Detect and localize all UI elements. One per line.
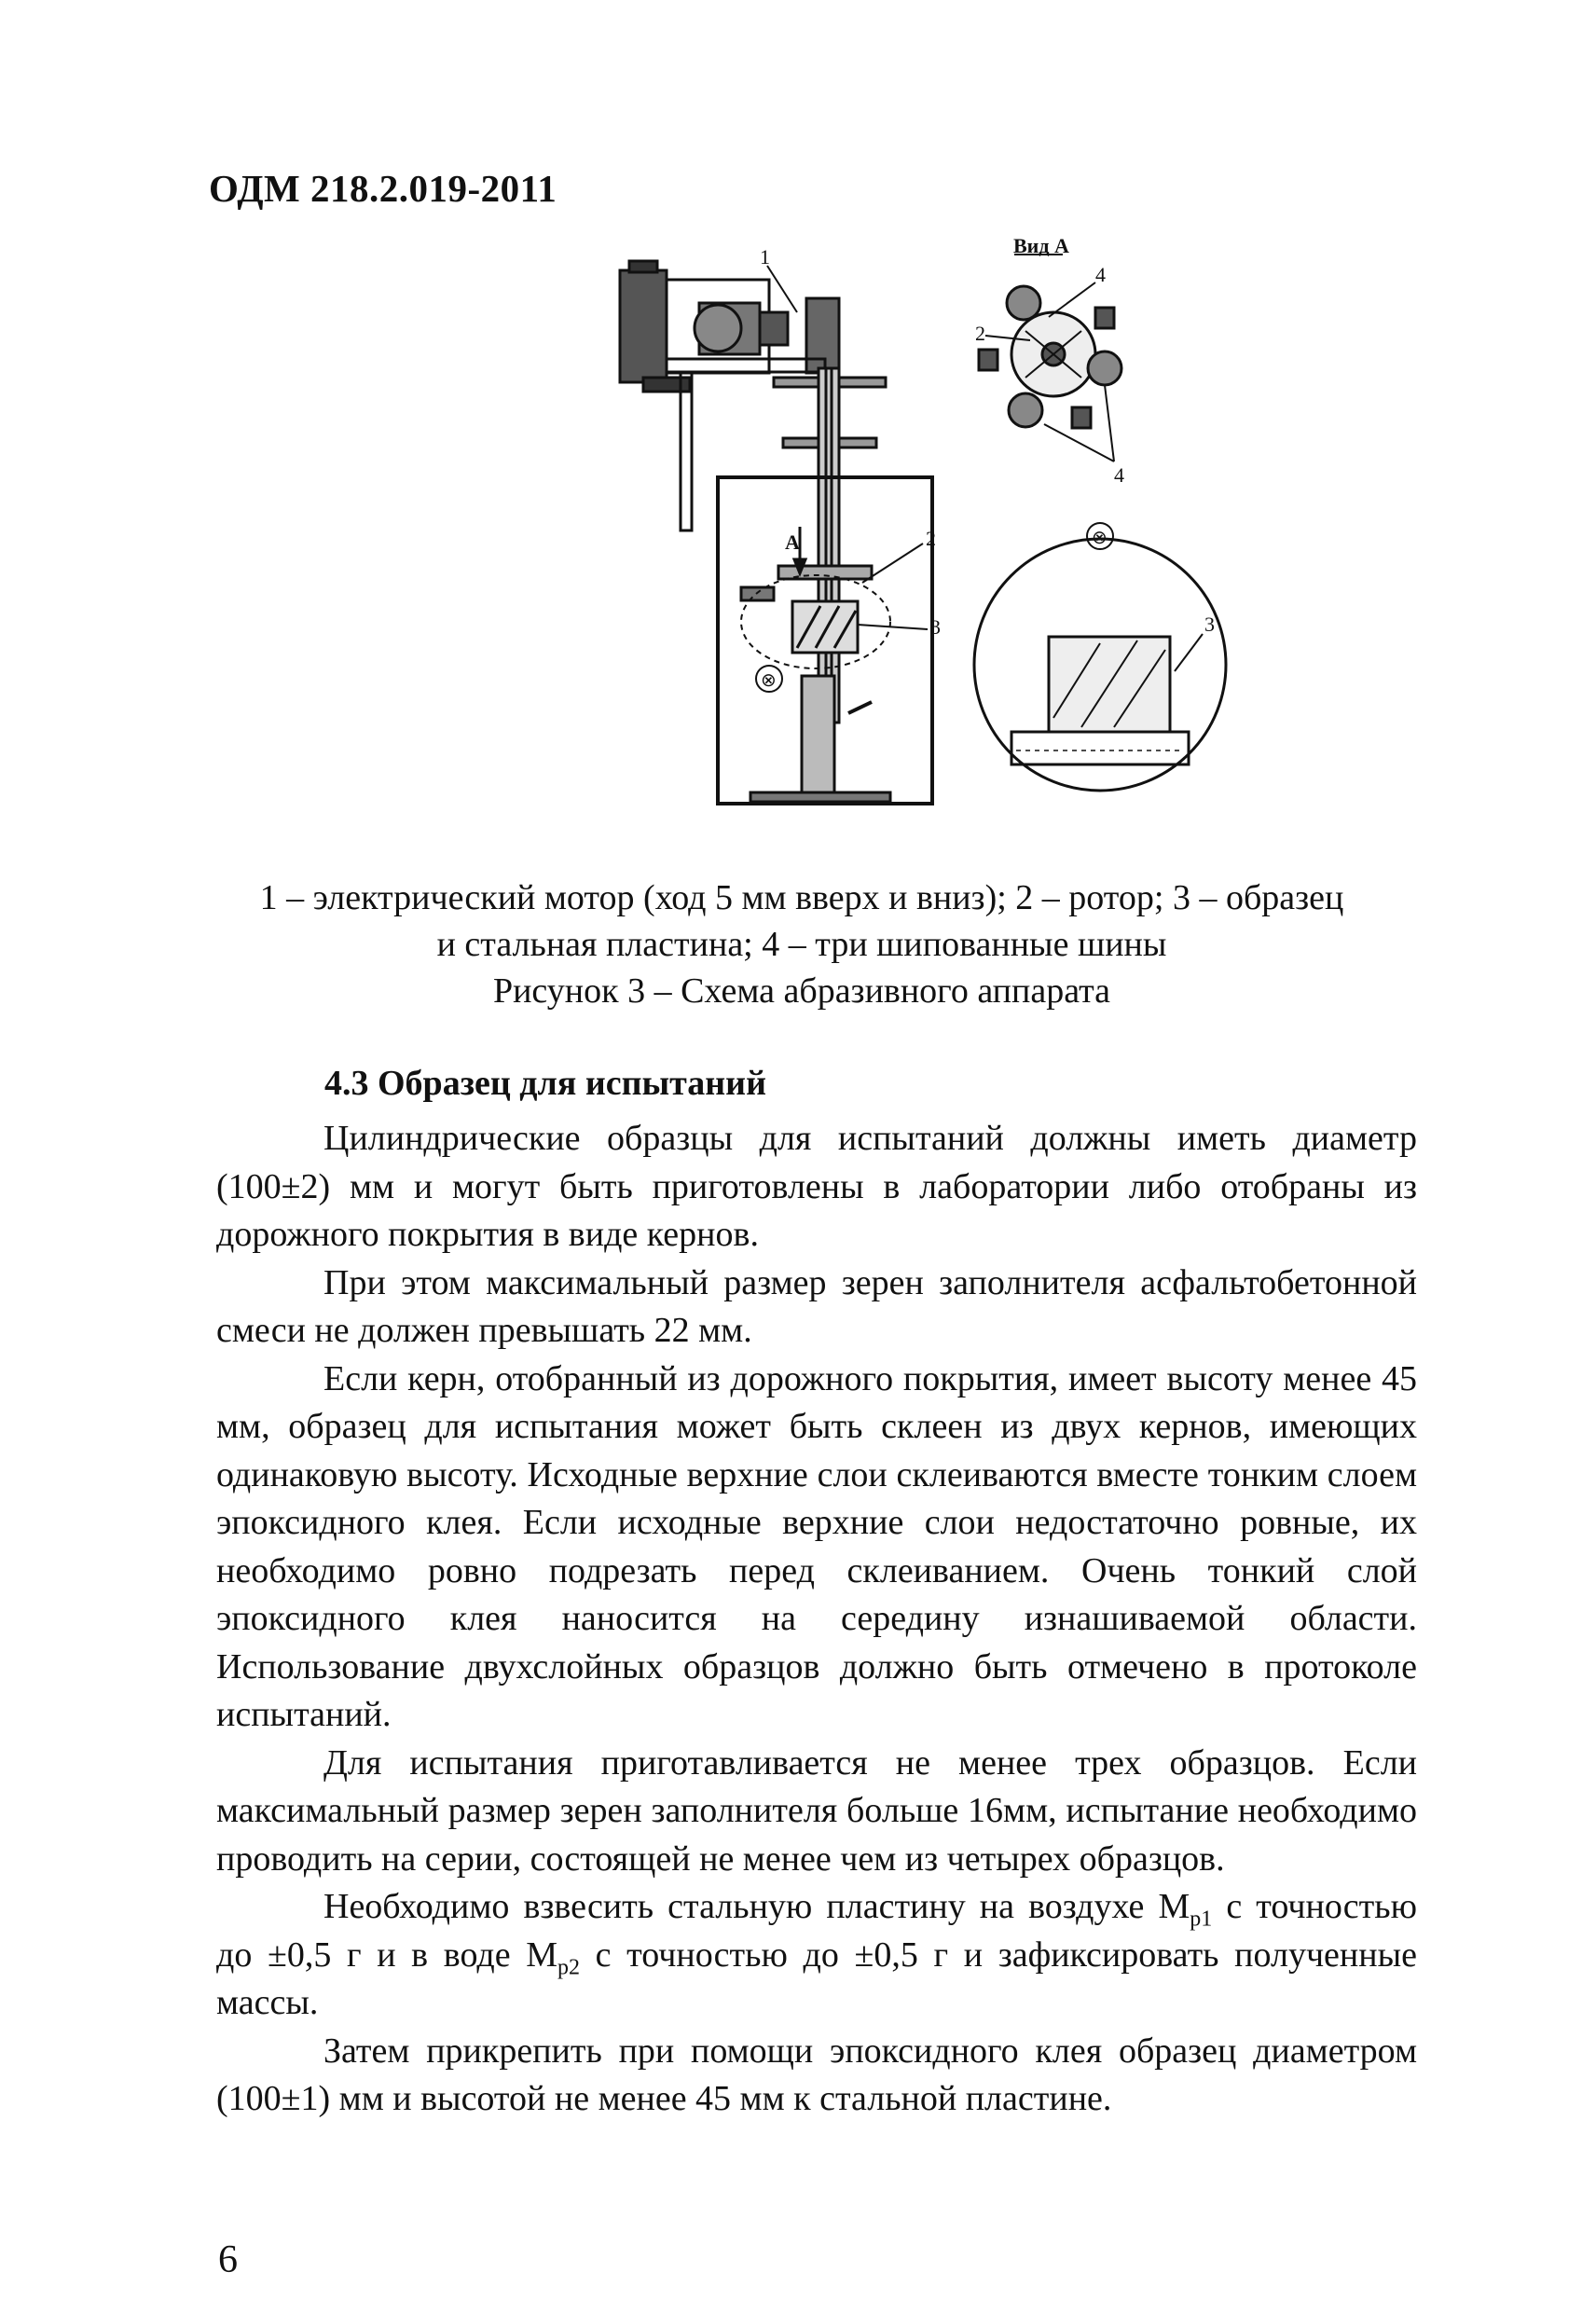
page-number: 6	[218, 2238, 238, 2281]
label-1: 1	[760, 245, 770, 268]
apparatus-main-view	[620, 261, 932, 804]
label-4-bottom: 4	[1114, 463, 1124, 487]
paragraph-5-part-b: с точностью до ±0,5 г и в воде M	[216, 1887, 1417, 1975]
paragraph-1: Цилиндрические образцы для испытаний должны иметь диаметр (100±2) мм и могут быть приготовлены в лаборатории либо отобраны из дорожного покрытия в виде кернов.	[216, 1119, 1417, 1254]
label-2-view: 2	[975, 322, 985, 345]
paragraph-6: Затем прикрепить при помощи эпоксидного клея образец диаметром (100±1) мм и высотой не менее 45 мм к стальной пластине.	[216, 2031, 1417, 2118]
paragraph-5	[216, 1883, 1417, 2028]
label-view-a: Вид А	[1013, 234, 1069, 257]
label-3-detail: 3	[1204, 613, 1215, 636]
paragraph-5-part-a: Необходимо взвесить стальную пластину на воздухе M	[323, 1887, 1190, 1926]
paragraph-5-part-c: с точностью до ±0,5 г и зафиксировать полученные массы.	[216, 1934, 1417, 2022]
mass-water-subscript: p2	[557, 1955, 580, 1980]
caption-line-3: Рисунок 3 – Схема абразивного аппарата	[492, 971, 1111, 1011]
label-3-main: 3	[930, 615, 941, 639]
paragraph-3: Если керн, отобранный из дорожного покрытия, имеет высоту менее 45 мм, образец для испытания может быть склеен из двух кернов, имеющих одинаковую высоту. Исходные верхние слои склеиваются вместе тонким слоем эпоксидного клея. Если исходные верхние слои недостаточно ровные, их необходимо ровно подрезать перед склеиванием. Очень тонкий слой эпоксидного клея наносится на середину изнашиваемой области. Использование двухслойных образцов должно быть отмечено в протоколе испытаний.	[216, 1358, 1417, 1734]
paragraph-2: При этом максимальный размер зерен заполнителя асфальтобетонной смеси не должен превышать 22 мм.	[216, 1262, 1417, 1350]
mass-air-subscript: p1	[1190, 1907, 1213, 1932]
figure-caption	[186, 874, 1417, 1014]
document-code: ОДМ 218.2.019-2011	[209, 167, 557, 210]
paragraph-4: Для испытания приготавливается не менее трех образцов. Если максимальный размер зерен заполнителя больше 16мм, испытание необходимо проводить на серии, состоящей не менее чем из четырех образцов.	[216, 1742, 1417, 1879]
label-arrow-a: А	[785, 530, 800, 554]
label-4-top: 4	[1095, 263, 1106, 286]
abrasion-apparatus-figure	[578, 234, 1305, 825]
section-body	[216, 1115, 1417, 2124]
detail-marker-top: ⊗	[1092, 528, 1108, 548]
caption-line-2: и стальная пластина; 4 – три шипованные шины	[436, 925, 1167, 964]
caption-line-1: 1 – электрический мотор (ход 5 мм вверх и вниз); 2 – ротор; 3 – образец	[259, 878, 1344, 917]
detail-marker-main: ⊗	[761, 670, 777, 691]
label-2-main: 2	[926, 527, 936, 550]
section-heading: 4.3 Образец для испытаний	[324, 1064, 766, 1103]
